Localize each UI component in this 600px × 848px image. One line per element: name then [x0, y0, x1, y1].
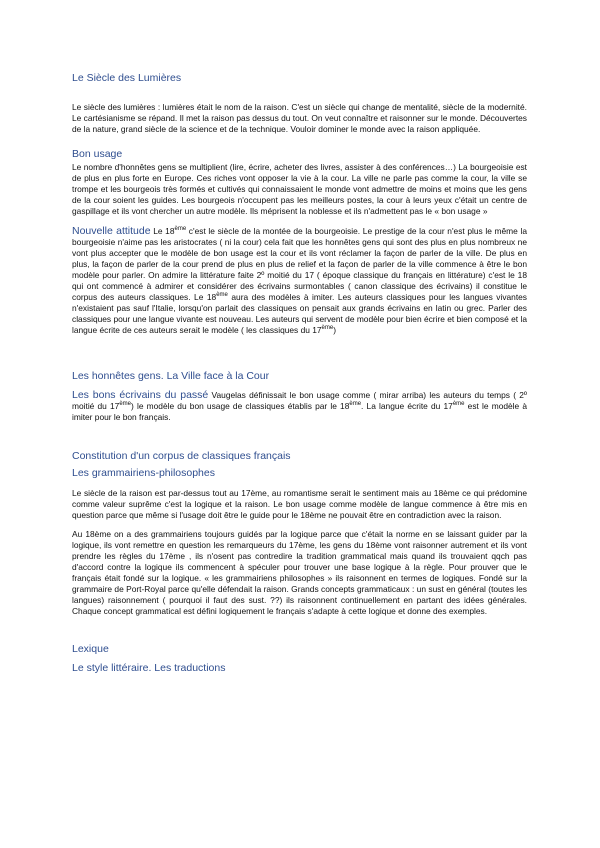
paragraph-nouvelle-attitude: Nouvelle attitude Le 18ème c'est le siècle de la montée de la bourgeoisie. Le prestige de la cour n'est plus le même la bourgeoisie n'aime pas les aristocrates ( ni la cour) cela fait que les honnêtes gens qui sont des plus en plus nombreux ne vont plus accepter que le modèle de bon usage est la cour et ils vont réclamer la façon de parler de la ville. De plus en plus, la façon de parler de la cour prend de plus en plus de relief et la façon de parler de la ville commence à être le bon modèle pour parler. On admire la littérature faite 2º moitié du 17 ( époque classique du français en littérature) c'est le 18 qui ont commencé à admirer et considérer des écrivains surmontables ( canon classique des écrivains) il constitue le corpus des auteurs classiques. Le 18ème aura des modèles à imiter. Les auteurs classiques pour les langues vivantes n'existaient pas sauf l'Italie, lorsqu'on parlait des classiques on pensait aux grands écrivains en latin ou grec. Parler des classiques pour une langue vivante est nouveau. Les auteurs qui servent de modèle pour bien écrire et bien composé et la langue écrite de ces auteurs serait le modèle ( les classiques du 17ème) [72, 225, 527, 335]
heading-honnetes-gens: Les honnêtes gens. La Ville face à la Cour [72, 370, 270, 382]
paragraph-siecle-raison: Le siècle de la raison est par-dessus tout au 17ème, au romantisme serait le sentiment mais au 18ème ce qui prédomine comme valeur suprême c'est la logique et la raison. Le bon usage comme modèle de langue commence à être mis en question parce que même si l'usage doit être le guide pour le 18ème ne pouvait être en contradiction avec la raison. [72, 488, 527, 520]
document-page [72, 68, 527, 675]
paragraph-grammairiens: Au 18ème on a des grammairiens toujours guidés par la logique parce que c'était la norme en se laissant guider par la logique, ils vont remettre en question les remarqueurs du 17ème, les gens du 18ème vont raisonner autrement et ils vont prendre les règles du 17ème , ils n'osent pas contredire la tradition grammatical mais quand ils trouvaient qqch pas d'accord contre la logique ils commencent à spéculer pour trouver une base logique à la règle. Pour prouver que le français était fondé sur la logique. « les grammairiens philosophes » ils raisonnent en termes de logiques. Fondé sur la grammaire de Port-Royal parce qu'elle défendait la raison. Grands concepts grammaticaux : un sust en général (toutes les langues) raisonnement ( pourquoi il faut des sust. ??) ils raisonnent continuellement en partant des idées générales. Chaque concept grammatical est défini logiquement le français s'adapte à cette logique et donne des exemples. [72, 529, 527, 616]
heading-bon-usage: Bon usage [72, 148, 123, 160]
heading-nouvelle-attitude: Nouvelle attitude [72, 225, 151, 237]
heading-constitution-corpus: Constitution d'un corpus de classiques français [72, 450, 291, 462]
heading-siecle-lumieres: Le Siècle des Lumières [72, 72, 182, 84]
paragraph-bon-usage: Le nombre d'honnêtes gens se multiplient (lire, écrire, acheter des livres, assister à des conférences…) La bourgeoisie est de plus en plus forte en Europe. Ces riches vont opposer la vie à la cour. La ville ne parle pas comme la cour, la ville se trompe et les bourgeois très formés et cultivés qui connaissaient le monde vont admettre de moins et moins que les gens de la cour soient les guides. Les bourgeois n'occupent pas les meilleurs postes, la cour à leurs yeux c'était un centre de gaspillage et ils vont chercher un autre modèle. Ils méprisent la noblesse et ils n'admettent pas le « bon usage » [72, 162, 527, 216]
heading-grammairiens-philosophes: Les grammairiens-philosophes [72, 467, 215, 479]
heading-style-litteraire: Le style littéraire. Les traductions [72, 662, 226, 674]
heading-lexique: Lexique [72, 643, 109, 655]
heading-bons-ecrivains: Les bons écrivains du passé [72, 389, 209, 401]
paragraph-bons-ecrivains: Les bons écrivains du passé Vaugelas définissait le bon usage comme ( mirar arriba) les auteurs du temps ( 2º moitié du 17ème) le modèle du bon usage de classiques établis par le 18ème. La langue écrite du 17ème est le modèle à imiter pour le bon français. [72, 389, 528, 422]
paragraph-lumieres: Le siècle des lumières : lumières était le nom de la raison. C'est un siècle qui change de mentalité, siècle de la modernité. Le cartésianisme se répand. Il met la raison pas dessus du tout. On veut connaître et raisonner sur le monde. Découvertes de la nature, grand siècle de la science et de la technique. Vouloir dominer le monde avec la raison appliquée. [72, 102, 527, 134]
